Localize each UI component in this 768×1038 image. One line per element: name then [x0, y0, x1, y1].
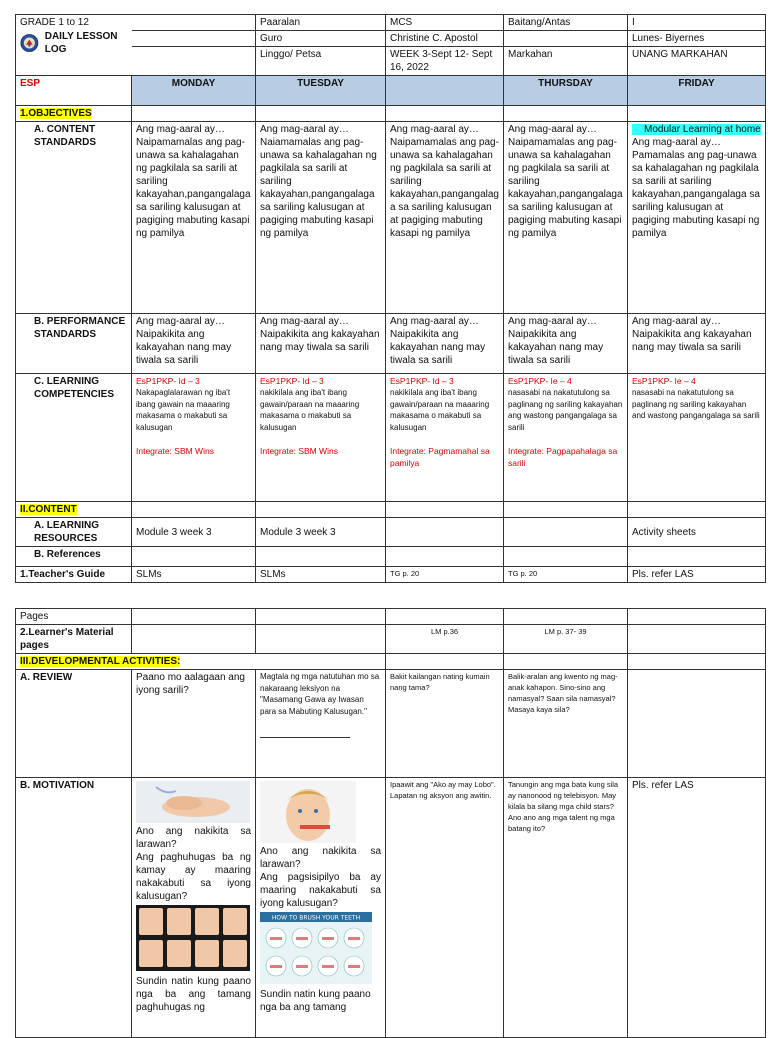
content-standard-monday: Ang mag-aaral ay… Naipamamalas ang pag-unawa sa kahalagahan ng pagkilala sa sarili at sariling kakayahan,pangangalaga sa sariling kalusugan at pagiging mabuting kasapi ng pamilya: [132, 122, 256, 314]
school-label: Paaralan: [256, 15, 386, 31]
lm-wednesday: LM p.36: [386, 625, 504, 654]
motivation-friday: Pls. refer LAS: [628, 778, 766, 1038]
handwashing-photo: [136, 781, 250, 823]
performance-standard-tuesday: Ang mag-aaral ay… Naipakikita ang kakayahan nang may tiwala sa sarili: [256, 314, 386, 374]
day-header-tuesday: TUESDAY: [256, 76, 386, 106]
poster-title: HOW TO BRUSH YOUR TEETH: [271, 914, 361, 922]
date-value: WEEK 3-Sept 12- Sept 16, 2022: [386, 47, 504, 76]
day-header-thursday: THURSDAY: [504, 76, 628, 106]
performance-standard-friday: Ang mag-aaral ay… Naipakikita ang kakayahan nang may tiwala sa sarili: [628, 314, 766, 374]
review-label: A. REVIEW: [16, 670, 132, 778]
performance-standards-label: B. PERFORMANCE STANDARDS: [16, 314, 132, 374]
competency-code: EsP1PKP- Id – 3: [260, 376, 324, 386]
content-standard-wednesday: Ang mag-aaral ay… Naipamamalas ang pag-unawa sa kahalagahan ng pagkilala sa sarili at sariling kakayahan,pangangalaga sa sariling kalusugan at pagiging mabuting kasapi ng pamilya: [386, 122, 504, 314]
competency-code: EsP1PKP- Id – 3: [136, 376, 200, 386]
review-monday: Paano mo aalagaan ang iyong sarili?: [132, 670, 256, 778]
day-header-friday: FRIDAY: [628, 76, 766, 106]
performance-standard-wednesday: Ang mag-aaral ay… Naipakikita ang kakayahan nang may tiwala sa sarili: [386, 314, 504, 374]
integrate-note: Integrate: SBM Wins: [136, 446, 214, 456]
subject-label: ESP: [16, 76, 132, 106]
competency-thursday: EsP1PKP- Ie – 4 nasasabi na nakatutulong sa paglinang ng sariling kakayahan ang wastong pangangalaga sa sarili Integrate: Pagpapahalaga sa sarili: [504, 374, 628, 502]
document-title: DAILY LESSON LOG: [44, 31, 118, 55]
grade-level-value: I: [628, 15, 766, 31]
content-standard-thursday: Ang mag-aaral ay… Naipamamalas ang pag-unawa sa kahalagahan ng pagkilala sa sarili at sariling kakayahan,pangangalaga sa sariling kalusugan at pagiging mabuting kasapi ng pamilya: [504, 122, 628, 314]
references-label: B. References: [16, 547, 132, 567]
handwashing-steps-image: [136, 905, 250, 971]
developmental-activities-heading: III.DEVELOPMENTAL ACTIVITIES:: [20, 656, 181, 667]
content-standard-tuesday: Ang mag-aaral ay… Naiamamalas ang pag-unawa sa kahalagahan ng pagkilala sa sarili at sariling kakayahan,pangangalaga sa sariling kalusugan at pagiging mabuting kasapi ng pamilya: [256, 122, 386, 314]
lesson-log-table-1: [15, 14, 766, 583]
competency-code: EsP1PKP- Id – 3: [390, 376, 454, 386]
teacher-value: Christine C. Apostol: [386, 31, 504, 47]
integrate-note: Integrate: SBM Wins: [260, 446, 338, 456]
answer-line: [260, 737, 350, 738]
tg-wednesday: TG p. 20: [386, 567, 504, 583]
competency-friday: EsP1PKP- Ie – 4 nasasabi na nakatutulong sa paglinang ng sariling kakayahan and wastong pangangalaga sa sarili: [628, 374, 766, 502]
tg-friday: Pls. refer LAS: [628, 567, 766, 583]
grade-level-label: Baitang/Antas: [504, 15, 628, 31]
learners-material-label: 2.Learner's Material pages: [16, 625, 132, 654]
tg-tuesday: SLMs: [256, 567, 386, 583]
boy-brushing-teeth-photo: [260, 781, 356, 843]
brush-teeth-poster: [260, 912, 372, 984]
lm-thursday: LM p. 37- 39: [504, 625, 628, 654]
resources-tuesday: Module 3 week 3: [256, 518, 386, 547]
days-value: Lunes- Biyernes: [628, 31, 766, 47]
content-heading: II.CONTENT: [20, 504, 77, 515]
learning-competencies-label: C. LEARNING COMPETENCIES: [16, 374, 132, 502]
motivation-tuesday: Ano ang nakikita sa larawan? Ang pagsisipilyo ba ay maaring nakakabuti sa iyong kalusugan? HOW TO BRUSH YOUR TEETH Sundin natin kung paano nga ba ang tamang: [256, 778, 386, 1038]
motivation-wednesday: Ipaawit ang "Ako ay may Lobo". Lapatan ng aksyon ang awitin.: [386, 778, 504, 1038]
deped-seal-icon: [20, 32, 39, 54]
day-header-monday: MONDAY: [132, 76, 256, 106]
competency-monday: EsP1PKP- Id – 3 Nakapaglalarawan ng iba't ibang gawain na maaaring makasama o makabuti sa kalusugan Integrate: SBM Wins: [132, 374, 256, 502]
integrate-note: Integrate: Pagpapahalaga sa sarili: [508, 446, 618, 468]
competency-code: EsP1PKP- Ie – 4: [632, 376, 696, 386]
motivation-monday: Ano ang nakikita sa larawan? Ang paghuhugas ba ng kamay ay maaring nakakabuti sa iyong kalusugan? Sundin natin kung paano nga ba ang tamang paghuhugas ng: [132, 778, 256, 1038]
resources-friday: Activity sheets: [628, 518, 766, 547]
motivation-thursday: Tanungin ang mga bata kung sila ay nanonood ng telebisyon. May kilala ba silang mga child stars? Ano ano ang mga talent ng mga batang ito?: [504, 778, 628, 1038]
pages-label: Pages: [16, 609, 132, 625]
date-label: Linggo/ Petsa: [256, 47, 386, 76]
content-standards-label: A. CONTENT STANDARDS: [16, 122, 132, 314]
school-value: MCS: [386, 15, 504, 31]
competency-tuesday: EsP1PKP- Id – 3 nakikilala ang iba't ibang gawain/paraan na maaaring makasama o makabuti sa kalusugan Integrate: SBM Wins: [256, 374, 386, 502]
header-logo-cell: [16, 15, 132, 76]
review-tuesday: Magtala ng mga natutuhan mo sa nakaraang leksiyon na "Masamang Gawa ay Iwasan para sa Mabuting Kalusugan.": [256, 670, 386, 778]
learning-resources-label: A. LEARNING RESOURCES: [16, 518, 132, 547]
tg-monday: SLMs: [132, 567, 256, 583]
modular-learning-note: Modular Learning at home: [632, 124, 761, 135]
competency-code: EsP1PKP- Ie – 4: [508, 376, 572, 386]
content-standard-friday: Modular Learning at home Ang mag-aaral ay… Pamamalas ang pag-unawa sa kahalagahan ng pagkilala sa sarili at sariling kakayahan,pangangalaga sa sariling kalusugan at pagiging mabuting kasapi ng pamilya: [628, 122, 766, 314]
tg-thursday: TG p. 20: [504, 567, 628, 583]
teacher-label: Guro: [256, 31, 386, 47]
quarter-label: Markahan: [504, 47, 628, 76]
integrate-note: Integrate: Pagmamahal sa pamilya: [390, 446, 490, 468]
teachers-guide-label: 1.Teacher's Guide: [16, 567, 132, 583]
lesson-log-table-2: [15, 608, 766, 1038]
review-wednesday: Bakit kailangan nating kumain nang tama?: [386, 670, 504, 778]
resources-monday: Module 3 week 3: [132, 518, 256, 547]
review-thursday: Balik-aralan ang kwento ng mag-anak kahapon. Sino-sino ang namasyal? Saan sila namasyal? Masaya kaya sila?: [504, 670, 628, 778]
competency-wednesday: EsP1PKP- Id – 3 nakikilala ang iba't ibang gawain/paraan na maaaring makasama o makabuti sa kalusugan Integrate: Pagmamahal sa pamilya: [386, 374, 504, 502]
grade-label: GRADE 1 to 12: [20, 17, 89, 28]
day-header-wednesday: [386, 76, 504, 106]
quarter-value: UNANG MARKAHAN: [628, 47, 766, 76]
performance-standard-thursday: Ang mag-aaral ay… Naipakikita ang kakayahan nang may tiwala sa sarili: [504, 314, 628, 374]
performance-standard-monday: Ang mag-aaral ay… Naipakikita ang kakayahan nang may tiwala sa sarili: [132, 314, 256, 374]
objectives-heading: 1.OBJECTIVES: [20, 108, 92, 119]
motivation-label: B. MOTIVATION: [16, 778, 132, 1038]
